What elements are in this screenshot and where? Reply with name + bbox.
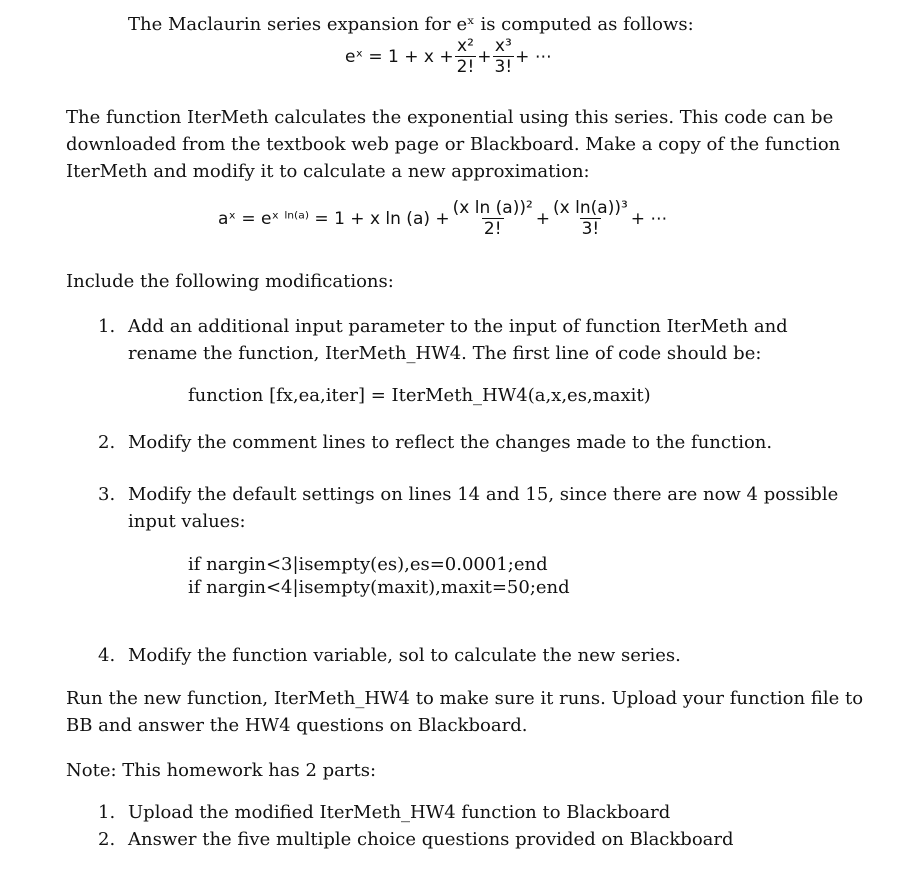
eq2-f1-den: 2! xyxy=(483,219,502,239)
maclaurin-equation xyxy=(345,36,552,77)
code-default-es: if nargin<3|isempty(es),es=0.0001;end xyxy=(188,554,548,575)
item-number: 2. xyxy=(98,432,116,453)
item-text: Modify the comment lines to reflect the changes made to the function. xyxy=(128,432,773,453)
eq1-lhs: eˣ = 1 + x + xyxy=(345,46,454,67)
intro-line: The Maclaurin series expansion for eˣ is computed as follows: xyxy=(128,14,694,35)
note-heading: Note: This homework has 2 parts: xyxy=(66,760,377,781)
part-text: Upload the modified IterMeth_HW4 function to Blackboard xyxy=(128,802,671,823)
part-text: Answer the five multiple choice questions provided on Blackboard xyxy=(128,829,734,850)
eq2-lhs: aˣ = eˣ ˡⁿ⁽ᵃ⁾ = 1 + x ln (a) + xyxy=(218,208,450,229)
eq2-fraction-1 xyxy=(451,198,535,239)
item-number: 3. xyxy=(98,484,116,505)
eq2-plus: + xyxy=(535,208,551,229)
item-number: 1. xyxy=(98,316,116,337)
code-default-maxit: if nargin<4|isempty(maxit),maxit=50;end xyxy=(188,577,570,598)
eq1-f1-den: 2! xyxy=(456,57,475,77)
eq2-f1-num: (x ln (a))² xyxy=(452,198,533,218)
item-text: Modify the default settings on lines 14 and 15, since there are now 4 possible input values: xyxy=(128,484,839,532)
item-text: Add an additional input parameter to the input of function IterMeth and rename the function, IterMeth_HW4. The first line of code should be: xyxy=(128,316,788,364)
part-number: 1. xyxy=(98,802,116,823)
eq1-f1-num: x² xyxy=(457,36,474,56)
run-instructions: Run the new function, IterMeth_HW4 to make sure it runs. Upload your function file to BB and answer the HW4 questions on Blackboard. xyxy=(66,688,864,736)
eq2-f2-den: 3! xyxy=(581,219,600,239)
code-function-signature: function [fx,ea,iter] = IterMeth_HW4(a,x,es,maxit) xyxy=(188,385,651,406)
item-number: 4. xyxy=(98,645,116,666)
eq1-tail: + ⋯ xyxy=(515,46,552,67)
eq2-tail: + ⋯ xyxy=(630,208,668,229)
eq2-fraction-2 xyxy=(551,198,630,239)
item-text: Modify the function variable, sol to calculate the new series. xyxy=(128,645,681,666)
eq1-fraction-x2 xyxy=(455,36,477,77)
eq1-f2-num: x³ xyxy=(494,36,512,56)
part-number: 2. xyxy=(98,829,116,850)
eq1-plus: + xyxy=(477,46,492,67)
eq2-f2-num: (x ln(a))³ xyxy=(553,198,628,218)
description-paragraph: The function IterMeth calculates the exponential using this series. This code can be downloaded from the textbook web page or Blackboard. Make a copy of the function IterMeth and modify it to calculate a new approximation: xyxy=(66,107,841,182)
eq1-f2-den: 3! xyxy=(494,57,513,77)
eq1-fraction-x3 xyxy=(493,36,515,77)
power-series-equation xyxy=(218,198,667,239)
modifications-heading: Include the following modifications: xyxy=(66,271,394,292)
